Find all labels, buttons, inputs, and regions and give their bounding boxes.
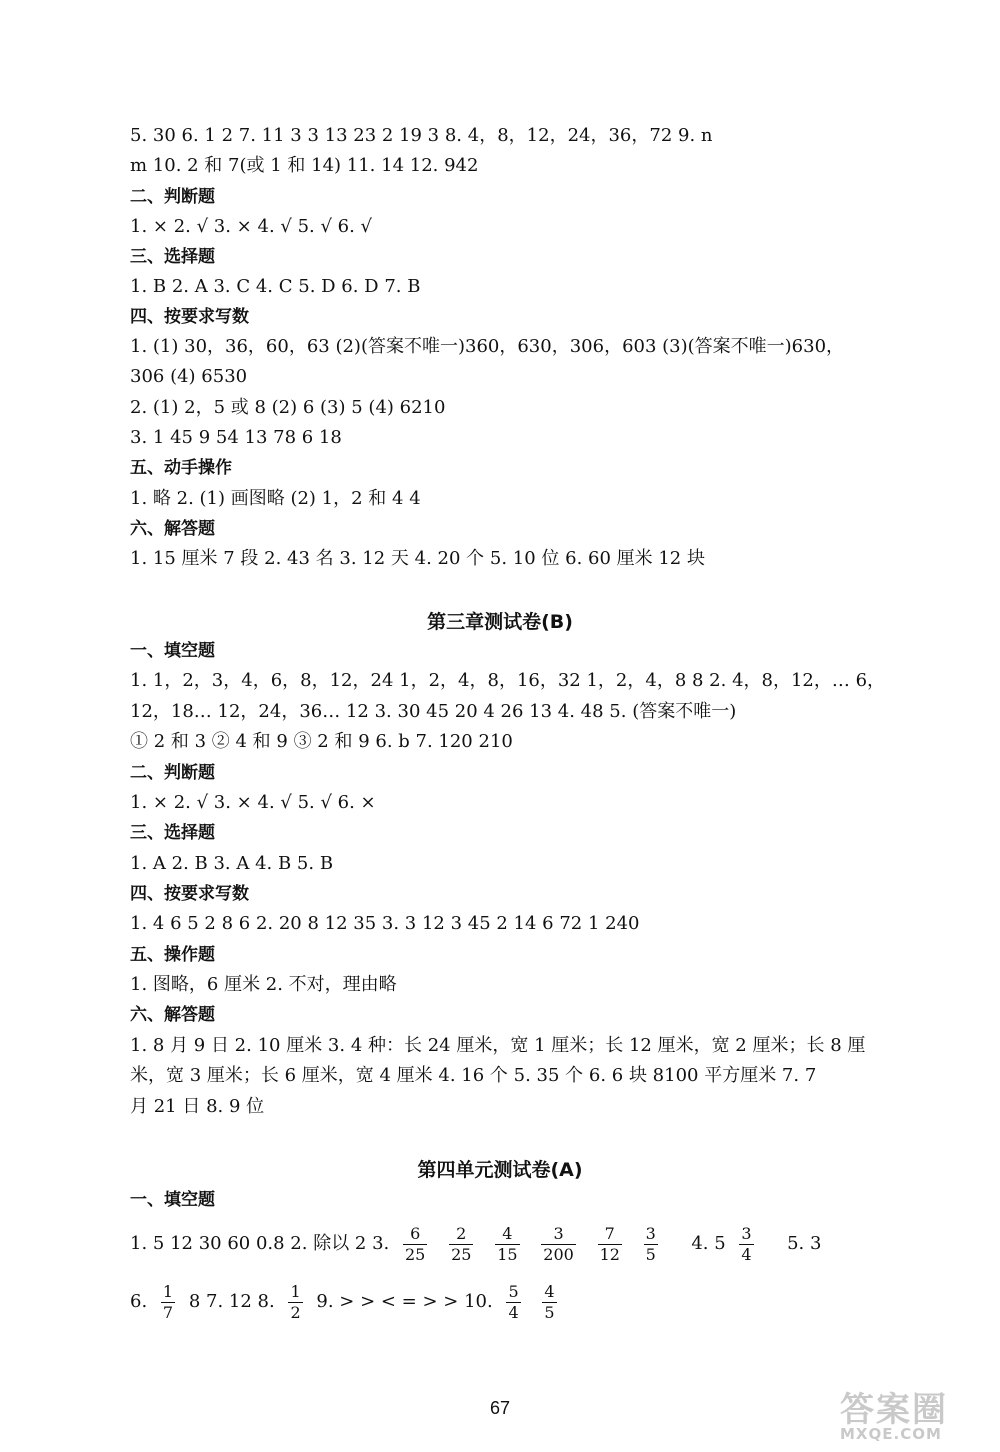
answer-line: 米，宽 3 厘米；长 6 厘米，宽 4 厘米 4. 16 个 5. 35 个 6. 6 块 8100 平方厘米 7. 7: [130, 1065, 817, 1086]
section-heading: 四、按要求写数: [130, 884, 249, 904]
watermark-text: 答案圈: [840, 1390, 948, 1430]
answer-line: 1. × 2. √ 3. × 4. √ 5. √ 6. √: [130, 216, 373, 237]
answer-line: 1. 1，2，3，4，6，8，12，24 1，2，4，8，16，32 1，2，4，8 8 2. 4，8，12，… 6，: [130, 670, 886, 691]
section-heading: 三、选择题: [130, 823, 215, 843]
fraction: $\frac{3}{5}$: [645, 1223, 656, 1264]
answer-line: 1. × 2. √ 3. × 4. √ 5. √ 6. ×: [130, 792, 376, 813]
answer-line: 月 21 日 8. 9 位: [130, 1096, 265, 1117]
section-heading: 六、解答题: [130, 519, 215, 539]
answer-line: 1. (1) 30，36，60，63 (2)(答案不唯一)360，630，306，603 (3)(答案不唯一)630，: [130, 336, 845, 357]
fraction: $\frac{7}{12}$: [599, 1223, 620, 1264]
answer-line: 1. 图略，6 厘米 2. 不对，理由略: [130, 974, 397, 995]
answer-text: 4. 5: [691, 1233, 726, 1254]
answer-line: 306 (4) 6530: [130, 366, 248, 387]
answer-line: ① 2 和 3 ② 4 和 9 ③ 2 和 9 6. b 7. 120 210: [130, 731, 513, 752]
answer-text: 9. > > < = > > 10.: [316, 1291, 493, 1312]
section-heading: 六、解答题: [130, 1005, 215, 1025]
section-heading: 二、判断题: [130, 763, 215, 783]
fraction: $\frac{2}{25}$: [451, 1223, 472, 1264]
section-heading: 一、填空题: [130, 641, 215, 661]
answer-line: 2. (1) 2，5 或 8 (2) 6 (3) 5 (4) 6210: [130, 397, 446, 418]
answer-line: 1. 略 2. (1) 画图略 (2) 1，2 和 4 4: [130, 488, 421, 509]
answer-line: 1. A 2. B 3. A 4. B 5. B: [130, 853, 334, 874]
fraction: $\frac{4}{15}$: [497, 1223, 518, 1264]
answer-text: 6.: [130, 1291, 148, 1312]
section-heading: 五、动手操作: [130, 458, 232, 478]
answer-line: 12，18… 12，24，36… 12 3. 30 45 20 4 26 13 4. 48 5. (答案不唯一): [130, 701, 737, 722]
watermark-logo: [840, 1382, 980, 1442]
fraction: $\frac{6}{25}$: [405, 1223, 426, 1264]
watermark-url: MXQE.COM: [840, 1425, 942, 1443]
section-heading: 二、判断题: [130, 187, 215, 207]
fraction: $\frac{3}{4}$: [741, 1223, 752, 1264]
answer-line: 1. 15 厘米 7 段 2. 43 名 3. 12 天 4. 20 个 5. 10 位 6. 60 厘米 12 块: [130, 548, 705, 569]
answer-line: 1. 8 月 9 日 2. 10 厘米 3. 4 种：长 24 厘米，宽 1 厘米；长 12 厘米，宽 2 厘米；长 8 厘: [130, 1035, 866, 1056]
fraction: $\frac{3}{200}$: [543, 1223, 574, 1264]
answer-text: 1. 5 12 30 60 0.8 2. 除以 2 3.: [130, 1233, 390, 1254]
page-number: 67: [489, 1398, 511, 1418]
answer-line: 1. 4 6 5 2 8 6 2. 20 8 12 35 3. 3 12 3 45 2 14 6 72 1 240: [130, 913, 640, 934]
answer-text: 5. 3: [787, 1233, 822, 1254]
answer-line: 3. 1 45 9 54 13 78 6 18: [130, 427, 342, 448]
section-heading: 三、选择题: [130, 247, 215, 267]
section-heading: 五、操作题: [130, 945, 215, 965]
answer-text: 8 7. 12 8.: [188, 1291, 275, 1312]
fraction: $\frac{1}{2}$: [290, 1281, 301, 1322]
section-heading: 一、填空题: [130, 1190, 215, 1210]
section-heading: 四、按要求写数: [130, 307, 249, 327]
answer-line: m 10. 2 和 7(或 1 和 14) 11. 14 12. 942: [130, 155, 479, 176]
answer-line: 5. 30 6. 1 2 7. 11 3 3 13 23 2 19 3 8. 4，8，12，24，36，72 9. n: [130, 125, 713, 146]
test-title: 第三章测试卷(B): [427, 611, 573, 633]
fraction-answer-row: [130, 1222, 930, 1266]
fraction: $\frac{1}{7}$: [162, 1281, 174, 1322]
test-title: 第四单元测试卷(A): [417, 1159, 583, 1181]
fraction: $\frac{5}{4}$: [508, 1281, 519, 1322]
fraction: $\frac{4}{5}$: [544, 1281, 555, 1322]
answer-line: 1. B 2. A 3. C 4. C 5. D 6. D 7. B: [130, 276, 421, 297]
fraction-answer-row: [130, 1280, 930, 1324]
